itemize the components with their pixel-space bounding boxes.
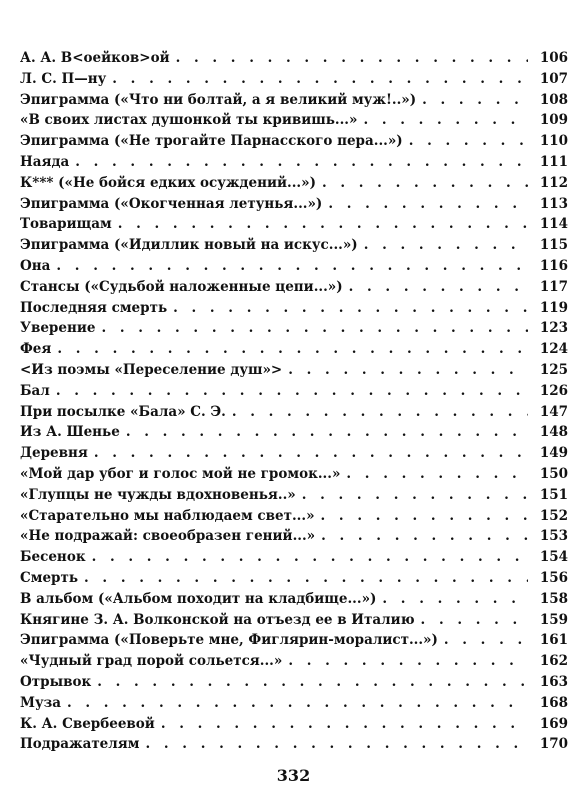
toc-entry bbox=[20, 589, 568, 610]
toc-entry-page: 163 bbox=[539, 673, 568, 690]
toc-entry-page: 107 bbox=[539, 70, 568, 87]
toc-entry bbox=[20, 485, 568, 506]
dot-leader bbox=[363, 110, 528, 131]
toc-entry-title: «Не подражай: своеобразен гений...» bbox=[20, 528, 316, 545]
toc-entry-page: 117 bbox=[539, 278, 568, 295]
toc-entry-page: 161 bbox=[539, 632, 568, 649]
dot-leader bbox=[421, 610, 528, 631]
toc-entry-title: Муза bbox=[20, 694, 61, 711]
toc-entry-title: Эпиграмма («Окогченная летунья...») bbox=[20, 195, 323, 212]
toc-entry bbox=[20, 381, 568, 402]
toc-entry-page: 109 bbox=[539, 112, 568, 129]
toc-entry-page: 123 bbox=[539, 320, 568, 337]
toc-entry-page: 156 bbox=[539, 569, 568, 586]
toc-entry bbox=[20, 506, 568, 527]
toc-entry-page: 147 bbox=[539, 403, 568, 420]
toc-entry-page: 151 bbox=[539, 486, 568, 503]
toc-entry-title: Л. С. П—ну bbox=[20, 70, 107, 87]
toc-entry bbox=[20, 402, 568, 423]
toc-entry-page: 124 bbox=[539, 341, 568, 358]
toc-entry bbox=[20, 110, 568, 131]
dot-leader bbox=[364, 235, 528, 256]
dot-leader bbox=[161, 714, 528, 735]
toc-entry-page: 169 bbox=[539, 715, 568, 732]
toc-entry-title: Деревня bbox=[20, 445, 88, 462]
dot-leader bbox=[126, 422, 528, 443]
toc-entry bbox=[20, 360, 568, 381]
toc-entry-title: Эпиграмма («Поверьте мне, Фиглярин-моралист...») bbox=[20, 632, 438, 649]
dot-leader bbox=[328, 194, 528, 215]
dot-leader bbox=[382, 589, 528, 610]
dot-leader bbox=[409, 131, 528, 152]
toc-entry-page: 110 bbox=[539, 133, 568, 150]
dot-leader bbox=[321, 506, 528, 527]
toc-entry bbox=[20, 734, 568, 755]
dot-leader bbox=[112, 69, 528, 90]
dot-leader bbox=[94, 443, 528, 464]
toc-entry-title: Подражателям bbox=[20, 736, 140, 753]
toc-entry bbox=[20, 422, 568, 443]
dot-leader bbox=[349, 277, 528, 298]
toc-entry-title: Бесенок bbox=[20, 549, 86, 566]
toc-entry-title: «В своих листах душонкой ты кривишь...» bbox=[20, 112, 358, 129]
dot-leader bbox=[118, 214, 528, 235]
toc-entry-title: В альбом («Альбом походит на кладбище...») bbox=[20, 590, 377, 607]
toc-entry bbox=[20, 651, 568, 672]
dot-leader bbox=[75, 152, 528, 173]
toc-entry-page: 108 bbox=[539, 91, 568, 108]
toc-entry-page: 158 bbox=[539, 590, 568, 607]
toc-entry-title: Она bbox=[20, 257, 51, 274]
toc-entry bbox=[20, 339, 568, 360]
toc-entry bbox=[20, 214, 568, 235]
toc-entry bbox=[20, 173, 568, 194]
toc-entry bbox=[20, 568, 568, 589]
toc-entry-page: 152 bbox=[539, 507, 568, 524]
toc-entry-page: 116 bbox=[539, 257, 568, 274]
dot-leader bbox=[288, 360, 528, 381]
toc-entry-title: К. А. Свербеевой bbox=[20, 715, 155, 732]
dot-leader bbox=[101, 318, 528, 339]
toc-entry bbox=[20, 90, 568, 111]
toc-entry bbox=[20, 714, 568, 735]
toc-entry bbox=[20, 464, 568, 485]
toc-entry-title: «Старательно мы наблюдаем свет...» bbox=[20, 507, 315, 524]
dot-leader bbox=[84, 568, 528, 589]
toc-entry bbox=[20, 194, 568, 215]
toc-entry-title: Уверение bbox=[20, 320, 96, 337]
dot-leader bbox=[346, 464, 528, 485]
toc-entry-title: «Чудный град порой сольется...» bbox=[20, 653, 283, 670]
toc-entry-title: Последняя смерть bbox=[20, 299, 168, 316]
toc-entry bbox=[20, 152, 568, 173]
dot-leader bbox=[173, 298, 528, 319]
table-of-contents bbox=[20, 48, 568, 755]
toc-entry-page: 106 bbox=[539, 50, 568, 66]
toc-entry-page: 162 bbox=[539, 653, 568, 670]
toc-entry-page: 111 bbox=[539, 153, 568, 170]
toc-entry-title: Из А. Шенье bbox=[20, 424, 120, 441]
dot-leader bbox=[302, 485, 528, 506]
toc-entry-title: <Из поэмы «Переселение душ»> bbox=[20, 361, 283, 378]
toc-entry-page: 153 bbox=[539, 528, 568, 545]
dot-leader bbox=[56, 381, 528, 402]
toc-entry bbox=[20, 69, 568, 90]
toc-entry bbox=[20, 277, 568, 298]
toc-entry-title: Эпиграмма («Что ни болтай, а я великий муж!..») bbox=[20, 91, 417, 108]
toc-entry-page: 154 bbox=[539, 549, 568, 566]
dot-leader bbox=[57, 339, 528, 360]
dot-leader bbox=[288, 651, 528, 672]
toc-entry bbox=[20, 547, 568, 568]
dot-leader bbox=[97, 672, 528, 693]
toc-entry-title: Княгине З. А. Волконской на отъезд ее в Италию bbox=[20, 611, 415, 628]
toc-entry bbox=[20, 298, 568, 319]
toc-entry-page: 115 bbox=[539, 237, 568, 254]
toc-entry-page: 112 bbox=[539, 174, 568, 191]
toc-entry bbox=[20, 526, 568, 547]
toc-entry-page: 125 bbox=[539, 361, 568, 378]
dot-leader bbox=[232, 402, 528, 423]
dot-leader bbox=[176, 48, 528, 69]
toc-entry-page: 148 bbox=[539, 424, 568, 441]
toc-entry-title: Отрывок bbox=[20, 673, 92, 690]
toc-entry bbox=[20, 131, 568, 152]
toc-entry bbox=[20, 672, 568, 693]
toc-entry-title: Наяда bbox=[20, 153, 70, 170]
toc-entry bbox=[20, 48, 568, 69]
dot-leader bbox=[444, 630, 528, 651]
toc-entry-title: «Глупцы не чужды вдохновенья..» bbox=[20, 486, 296, 503]
dot-leader bbox=[56, 256, 528, 277]
toc-entry-page: 114 bbox=[539, 216, 568, 233]
dot-leader bbox=[322, 173, 528, 194]
toc-entry bbox=[20, 443, 568, 464]
toc-entry-page: 113 bbox=[539, 195, 568, 212]
toc-entry-title: Стансы («Судьбой наложенные цепи...») bbox=[20, 278, 343, 295]
toc-entry-page: 159 bbox=[539, 611, 568, 628]
toc-entry-title: Эпиграмма («Идиллик новый на искус...») bbox=[20, 237, 358, 254]
toc-entry-title: Фея bbox=[20, 341, 52, 358]
page-number: 332 bbox=[276, 766, 311, 785]
toc-entry-title: При посылке «Бала» С. Э. bbox=[20, 403, 226, 420]
toc-entry-page: 126 bbox=[539, 382, 568, 399]
toc-entry-page: 170 bbox=[539, 736, 568, 753]
toc-entry-title: А. А. В<оейков>ой bbox=[20, 50, 170, 66]
toc-entry-page: 119 bbox=[539, 299, 568, 316]
toc-entry bbox=[20, 256, 568, 277]
toc-entry-page: 149 bbox=[539, 445, 568, 462]
dot-leader bbox=[146, 734, 529, 755]
toc-entry bbox=[20, 318, 568, 339]
toc-entry bbox=[20, 693, 568, 714]
dot-leader bbox=[422, 90, 528, 111]
toc-entry-page: 168 bbox=[539, 694, 568, 711]
dot-leader bbox=[321, 526, 528, 547]
dot-leader bbox=[67, 693, 528, 714]
toc-entry bbox=[20, 610, 568, 631]
toc-entry-title: Бал bbox=[20, 382, 50, 399]
toc-entry bbox=[20, 630, 568, 651]
toc-entry-title: «Мой дар убог и голос мой не громок...» bbox=[20, 465, 341, 482]
toc-entry-title: Эпиграмма («Не трогайте Парнасского пера...») bbox=[20, 133, 403, 150]
toc-entry-page: 150 bbox=[539, 465, 568, 482]
toc-entry bbox=[20, 235, 568, 256]
toc-entry-title: Смерть bbox=[20, 569, 79, 586]
toc-entry-title: Товарищам bbox=[20, 216, 112, 233]
toc-entry-title: К*** («Не бойся едких осуждений...») bbox=[20, 174, 316, 191]
dot-leader bbox=[92, 547, 528, 568]
